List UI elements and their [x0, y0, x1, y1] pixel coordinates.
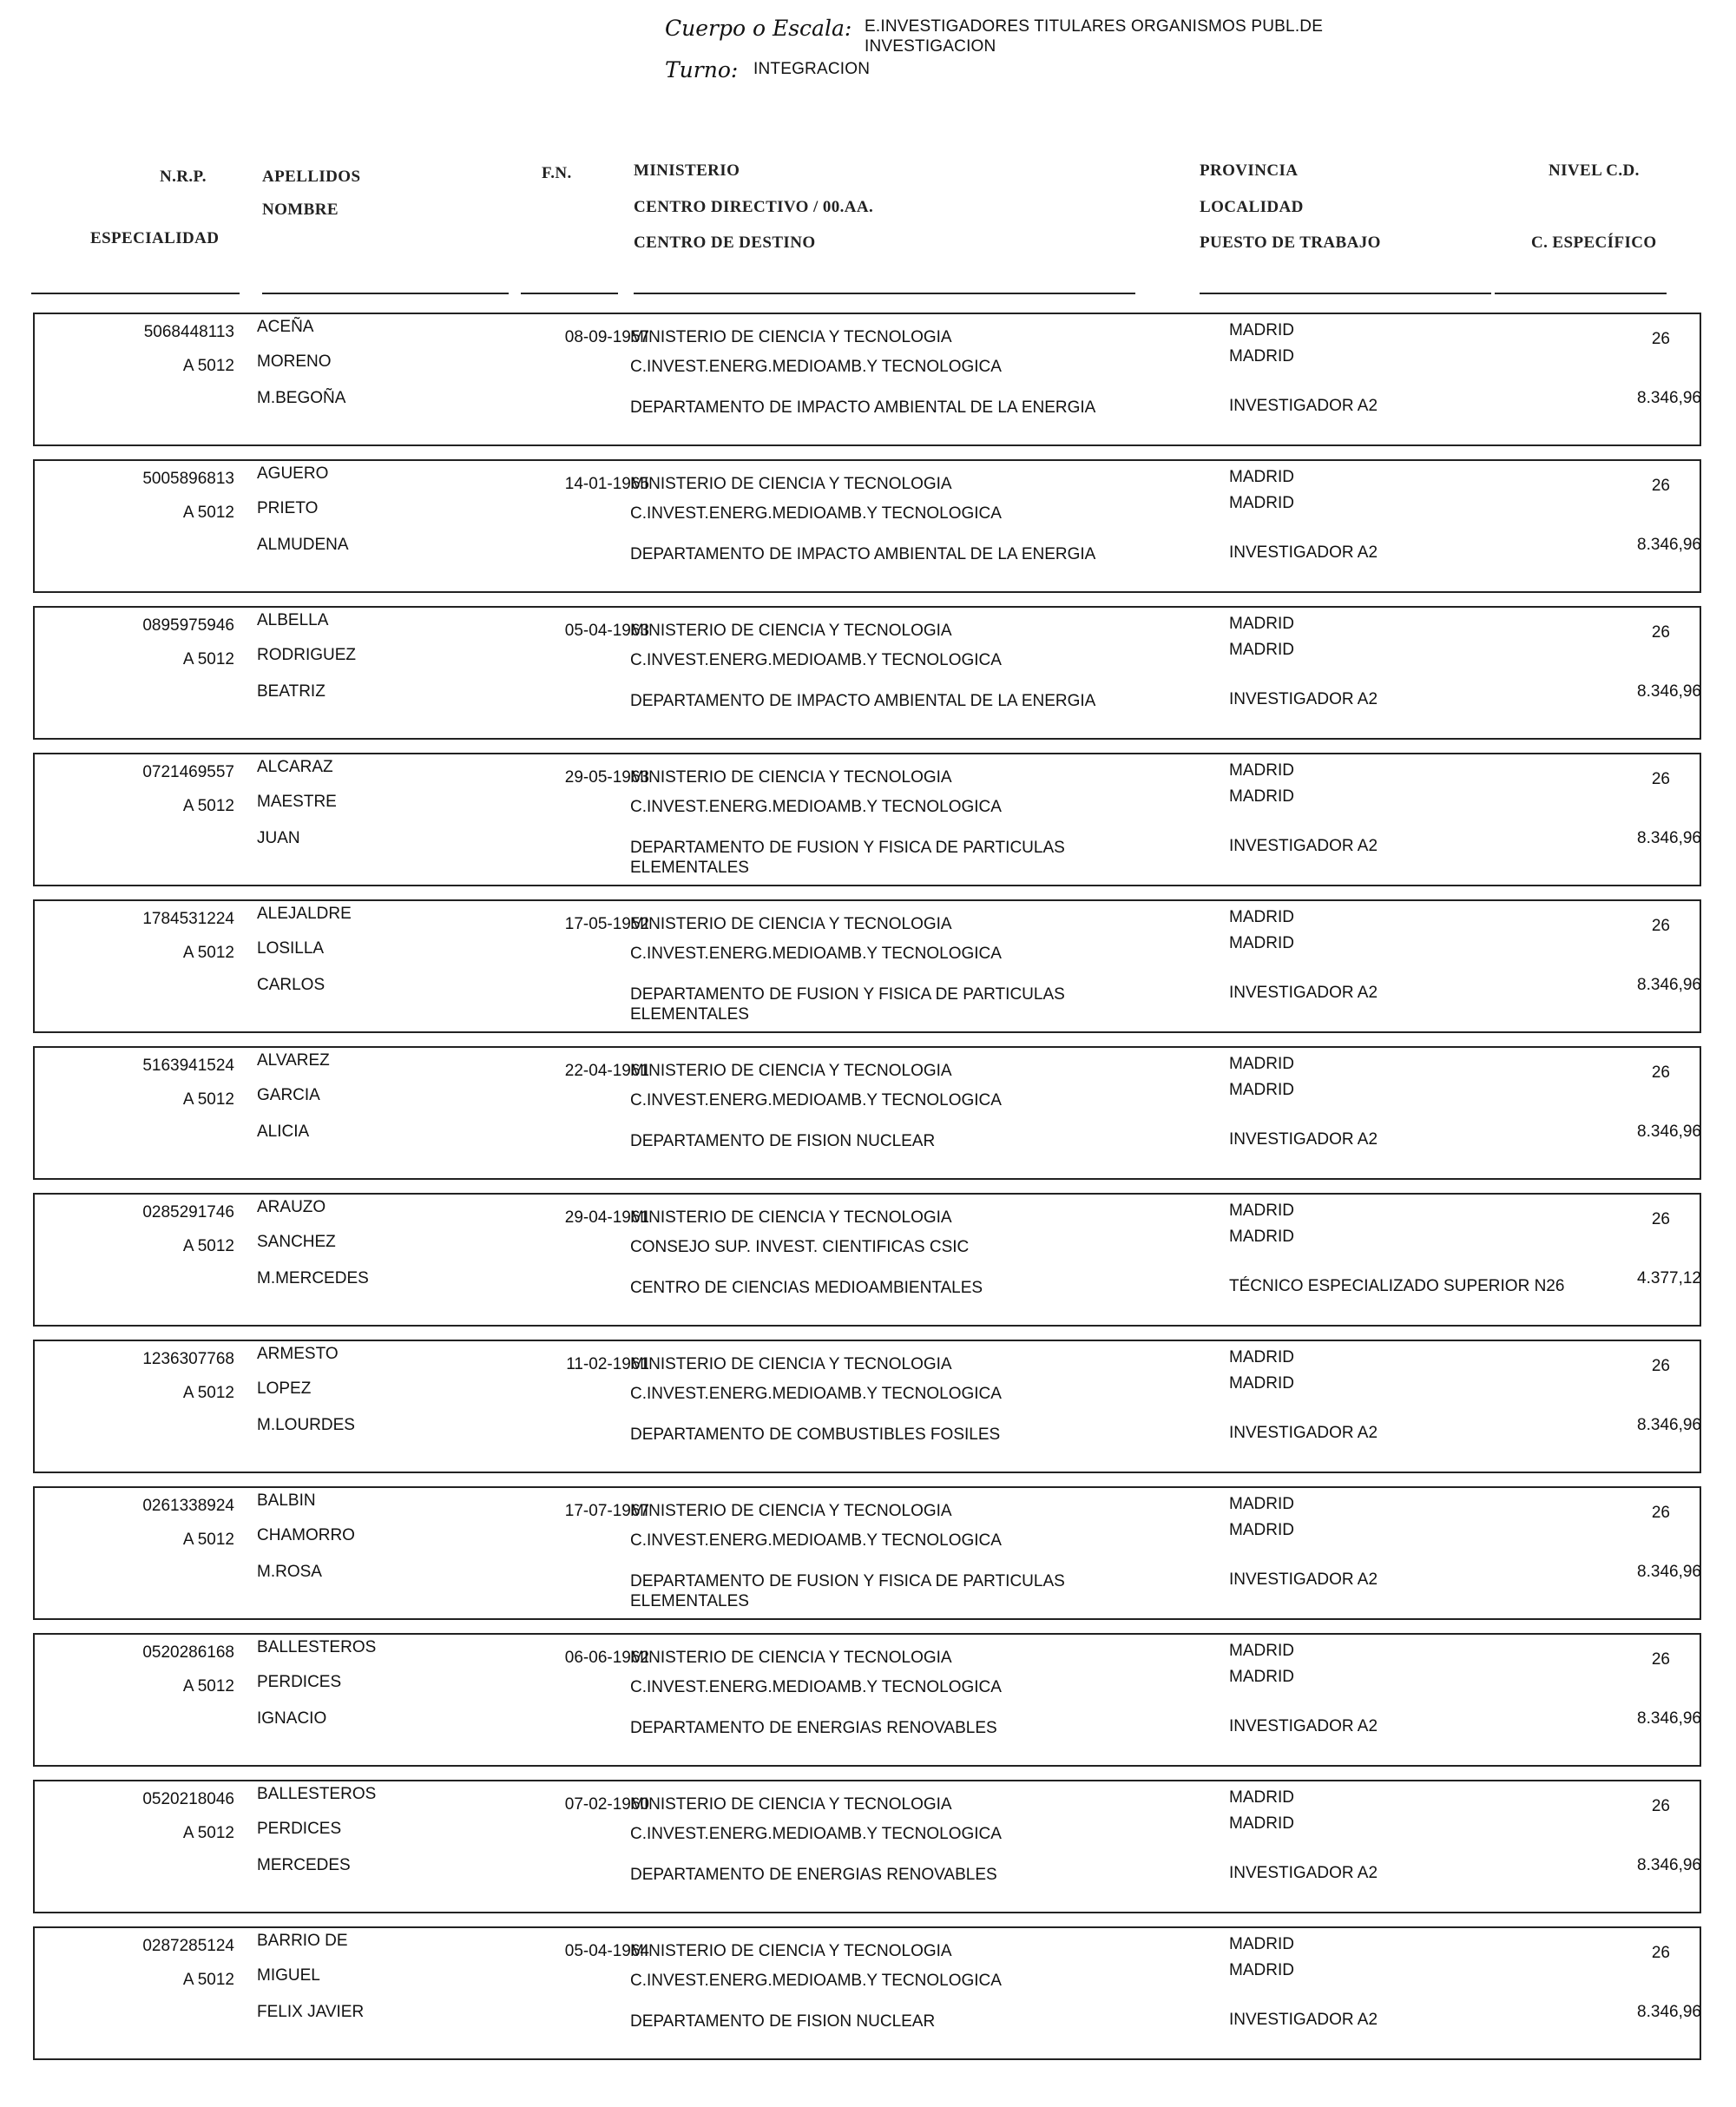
ministerio: MINISTERIO DE CIENCIA Y TECNOLOGIA: [630, 1355, 952, 1373]
header-underline: [1495, 293, 1667, 294]
centro-directivo: C.INVEST.ENERG.MEDIOAMB.Y TECNOLOGICA: [630, 1531, 1002, 1550]
c-especifico: 8.346,96: [1637, 1563, 1701, 1581]
provincia: MADRID: [1229, 1642, 1294, 1660]
header-underline: [1200, 293, 1491, 294]
apellido2: SANCHEZ: [257, 1233, 336, 1251]
localidad: MADRID: [1229, 1668, 1294, 1686]
centro-destino: DEPARTAMENTO DE FISION NUCLEAR: [630, 1132, 936, 1150]
header-underline: [262, 293, 509, 294]
centro-destino: DEPARTAMENTO DE IMPACTO AMBIENTAL DE LA ENERGIA: [630, 545, 1096, 563]
nombre: M.BEGOÑA: [257, 389, 346, 407]
fecha-nacimiento: 22-04-1961: [564, 1062, 649, 1080]
col-especialidad: ESPECIALIDAD: [90, 229, 220, 247]
record-row: [33, 753, 1701, 886]
nombre: MERCEDES: [257, 1856, 351, 1874]
c-especifico: 8.346,96: [1637, 1856, 1701, 1874]
cuerpo-value-line2: INVESTIGACION: [865, 37, 996, 56]
nrp: 0285291746: [142, 1203, 234, 1221]
nombre: M.ROSA: [257, 1563, 322, 1581]
provincia: MADRID: [1229, 1935, 1294, 1953]
centro-destino: DEPARTAMENTO DE IMPACTO AMBIENTAL DE LA ENERGIA: [630, 398, 1096, 417]
apellido1: ALEJALDRE: [257, 905, 352, 923]
especialidad: A 5012: [182, 357, 234, 375]
ministerio: MINISTERIO DE CIENCIA Y TECNOLOGIA: [630, 475, 952, 493]
ministerio: MINISTERIO DE CIENCIA Y TECNOLOGIA: [630, 1062, 952, 1080]
nrp: 5163941524: [142, 1057, 234, 1075]
localidad: MADRID: [1229, 934, 1294, 952]
localidad: MADRID: [1229, 494, 1294, 512]
centro-destino: DEPARTAMENTO DE ENERGIAS RENOVABLES: [630, 1866, 997, 1884]
puesto-trabajo: TÉCNICO ESPECIALIZADO SUPERIOR N26: [1229, 1277, 1565, 1295]
nivel-cd: 26: [1651, 1210, 1670, 1228]
ministerio: MINISTERIO DE CIENCIA Y TECNOLOGIA: [630, 768, 952, 787]
puesto-trabajo: INVESTIGADOR A2: [1229, 1130, 1378, 1149]
apellido1: BALLESTEROS: [257, 1785, 377, 1803]
apellido2: GARCIA: [257, 1086, 320, 1104]
col-puesto: PUESTO DE TRABAJO: [1200, 234, 1381, 252]
nombre: M.MERCEDES: [257, 1269, 369, 1287]
c-especifico: 8.346,96: [1637, 1709, 1701, 1728]
apellido1: BALBIN: [257, 1491, 316, 1510]
centro-destino: DEPARTAMENTO DE FUSION Y FISICA DE PARTICULAS ELEMENTALES: [630, 985, 1065, 1024]
provincia: MADRID: [1229, 1348, 1294, 1366]
c-especifico: 4.377,12: [1637, 1269, 1701, 1287]
provincia: MADRID: [1229, 1788, 1294, 1807]
nrp: 0287285124: [142, 1937, 234, 1955]
provincia: MADRID: [1229, 1495, 1294, 1513]
col-fn: F.N.: [542, 164, 572, 182]
localidad: MADRID: [1229, 641, 1294, 659]
nivel-cd: 26: [1651, 1063, 1670, 1082]
document-title-block: [0, 0, 1736, 95]
centro-destino: DEPARTAMENTO DE FISION NUCLEAR: [630, 2012, 936, 2031]
record-row: [33, 1340, 1701, 1473]
c-especifico: 8.346,96: [1637, 1123, 1701, 1141]
turno-label: Turno:: [665, 57, 739, 82]
col-provincia: PROVINCIA: [1200, 161, 1299, 180]
fecha-nacimiento: 14-01-1965: [564, 475, 649, 493]
fecha-nacimiento: 08-09-1957: [564, 328, 649, 346]
ministerio: MINISTERIO DE CIENCIA Y TECNOLOGIA: [630, 1649, 952, 1667]
nombre: ALMUDENA: [257, 536, 349, 554]
apellido2: LOSILLA: [257, 939, 325, 958]
especialidad: A 5012: [182, 1237, 234, 1255]
header-underline: [31, 293, 240, 294]
nivel-cd: 26: [1651, 917, 1670, 935]
nrp: 1784531224: [142, 910, 234, 928]
record-row: [33, 899, 1701, 1033]
apellido1: ARAUZO: [257, 1198, 326, 1216]
ministerio: MINISTERIO DE CIENCIA Y TECNOLOGIA: [630, 1502, 952, 1520]
centro-destino: DEPARTAMENTO DE COMBUSTIBLES FOSILES: [630, 1426, 1001, 1444]
centro-directivo: C.INVEST.ENERG.MEDIOAMB.Y TECNOLOGICA: [630, 651, 1002, 669]
col-centro-directivo: CENTRO DIRECTIVO / 00.AA.: [634, 198, 874, 216]
localidad: MADRID: [1229, 1521, 1294, 1539]
apellido1: ALCARAZ: [257, 758, 333, 776]
col-especifico: C. ESPECÍFICO: [1531, 234, 1657, 252]
nivel-cd: 26: [1651, 770, 1670, 788]
especialidad: A 5012: [182, 1971, 234, 1989]
centro-destino: CENTRO DE CIENCIAS MEDIOAMBIENTALES: [630, 1279, 983, 1297]
nrp: 0520286168: [142, 1643, 234, 1662]
nrp: 0721469557: [142, 763, 234, 781]
col-nombre: NOMBRE: [262, 201, 339, 219]
c-especifico: 8.346,96: [1637, 976, 1701, 994]
ministerio: MINISTERIO DE CIENCIA Y TECNOLOGIA: [630, 915, 952, 933]
apellido1: ACEÑA: [257, 318, 314, 336]
ministerio: MINISTERIO DE CIENCIA Y TECNOLOGIA: [630, 328, 952, 346]
nivel-cd: 26: [1651, 1797, 1670, 1815]
fecha-nacimiento: 17-05-1952: [564, 915, 649, 933]
centro-directivo: C.INVEST.ENERG.MEDIOAMB.Y TECNOLOGICA: [630, 1972, 1002, 1990]
nrp: 5068448113: [143, 323, 234, 341]
fecha-nacimiento: 05-04-1963: [564, 622, 649, 640]
nrp: 0520218046: [142, 1790, 234, 1808]
c-especifico: 8.346,96: [1637, 682, 1701, 701]
nivel-cd: 26: [1651, 623, 1670, 642]
fecha-nacimiento: 07-02-1960: [564, 1795, 649, 1814]
puesto-trabajo: INVESTIGADOR A2: [1229, 984, 1378, 1002]
centro-directivo: C.INVEST.ENERG.MEDIOAMB.Y TECNOLOGICA: [630, 945, 1002, 963]
record-row: [33, 459, 1701, 593]
especialidad: A 5012: [182, 650, 234, 668]
apellido2: PERDICES: [257, 1820, 342, 1838]
puesto-trabajo: INVESTIGADOR A2: [1229, 2011, 1378, 2029]
provincia: MADRID: [1229, 1055, 1294, 1073]
centro-directivo: C.INVEST.ENERG.MEDIOAMB.Y TECNOLOGICA: [630, 1091, 1002, 1109]
apellido2: MORENO: [257, 352, 332, 371]
fecha-nacimiento: 29-04-1961: [564, 1208, 649, 1227]
puesto-trabajo: INVESTIGADOR A2: [1229, 837, 1378, 855]
nivel-cd: 26: [1651, 330, 1670, 348]
c-especifico: 8.346,96: [1637, 1416, 1701, 1434]
turno-value: INTEGRACION: [753, 60, 871, 78]
c-especifico: 8.346,96: [1637, 2003, 1701, 2021]
c-especifico: 8.346,96: [1637, 389, 1701, 407]
apellido1: BALLESTEROS: [257, 1638, 377, 1656]
especialidad: A 5012: [182, 1090, 234, 1109]
localidad: MADRID: [1229, 787, 1294, 806]
apellido1: ALVAREZ: [257, 1051, 330, 1070]
provincia: MADRID: [1229, 761, 1294, 780]
provincia: MADRID: [1229, 1202, 1294, 1220]
centro-directivo: C.INVEST.ENERG.MEDIOAMB.Y TECNOLOGICA: [630, 1385, 1002, 1403]
nombre: IGNACIO: [257, 1709, 327, 1728]
nrp: 1236307768: [142, 1350, 234, 1368]
localidad: MADRID: [1229, 1814, 1294, 1833]
apellido2: PERDICES: [257, 1673, 342, 1691]
nrp: 0895975946: [142, 616, 234, 635]
nrp: 5005896813: [142, 470, 234, 488]
record-row: [33, 1633, 1701, 1767]
provincia: MADRID: [1229, 468, 1294, 486]
ministerio: MINISTERIO DE CIENCIA Y TECNOLOGIA: [630, 1208, 952, 1227]
puesto-trabajo: INVESTIGADOR A2: [1229, 543, 1378, 562]
especialidad: A 5012: [182, 797, 234, 815]
especialidad: A 5012: [182, 1384, 234, 1402]
record-row: [33, 1193, 1701, 1327]
puesto-trabajo: INVESTIGADOR A2: [1229, 690, 1378, 708]
nombre: FELIX JAVIER: [257, 2003, 365, 2021]
especialidad: A 5012: [182, 1677, 234, 1695]
col-apellidos: APELLIDOS: [262, 168, 361, 186]
col-nivel: NIVEL C.D.: [1549, 161, 1640, 180]
nivel-cd: 26: [1651, 477, 1670, 495]
centro-destino: DEPARTAMENTO DE IMPACTO AMBIENTAL DE LA ENERGIA: [630, 692, 1096, 710]
record-row: [33, 1780, 1701, 1913]
centro-directivo: C.INVEST.ENERG.MEDIOAMB.Y TECNOLOGICA: [630, 358, 1002, 376]
nivel-cd: 26: [1651, 1357, 1670, 1375]
nombre: ALICIA: [257, 1123, 310, 1141]
centro-destino: DEPARTAMENTO DE FUSION Y FISICA DE PARTICULAS ELEMENTALES: [630, 839, 1065, 877]
localidad: MADRID: [1229, 1228, 1294, 1246]
apellido1: AGUERO: [257, 464, 329, 483]
record-row: [33, 606, 1701, 740]
apellido2: MIGUEL: [257, 1966, 320, 1985]
fecha-nacimiento: 05-04-1964: [564, 1942, 649, 1960]
ministerio: MINISTERIO DE CIENCIA Y TECNOLOGIA: [630, 622, 952, 640]
puesto-trabajo: INVESTIGADOR A2: [1229, 397, 1378, 415]
cuerpo-label: Cuerpo o Escala:: [665, 16, 852, 41]
col-nrp: N.R.P.: [160, 168, 207, 186]
c-especifico: 8.346,96: [1637, 536, 1701, 554]
centro-destino: DEPARTAMENTO DE FUSION Y FISICA DE PARTICULAS ELEMENTALES: [630, 1572, 1065, 1610]
header-underline: [521, 293, 618, 294]
fecha-nacimiento: 29-05-1963: [564, 768, 649, 787]
record-row: [33, 1486, 1701, 1620]
fecha-nacimiento: 11-02-1961: [566, 1355, 649, 1373]
apellido2: RODRIGUEZ: [257, 646, 356, 664]
fecha-nacimiento: 17-07-1967: [564, 1502, 649, 1520]
fecha-nacimiento: 06-06-1962: [564, 1649, 649, 1667]
apellido1: ALBELLA: [257, 611, 329, 629]
header-underline: [634, 293, 1135, 294]
c-especifico: 8.346,96: [1637, 829, 1701, 847]
record-row: [33, 1926, 1701, 2060]
especialidad: A 5012: [182, 1824, 234, 1842]
col-centro-destino: CENTRO DE DESTINO: [634, 234, 816, 252]
ministerio: MINISTERIO DE CIENCIA Y TECNOLOGIA: [630, 1942, 952, 1960]
ministerio: MINISTERIO DE CIENCIA Y TECNOLOGIA: [630, 1795, 952, 1814]
especialidad: A 5012: [182, 1531, 234, 1549]
puesto-trabajo: INVESTIGADOR A2: [1229, 1424, 1378, 1442]
record-row: [33, 313, 1701, 446]
centro-directivo: C.INVEST.ENERG.MEDIOAMB.Y TECNOLOGICA: [630, 1678, 1002, 1696]
nombre: BEATRIZ: [257, 682, 326, 701]
centro-directivo: C.INVEST.ENERG.MEDIOAMB.Y TECNOLOGICA: [630, 798, 1002, 816]
provincia: MADRID: [1229, 908, 1294, 926]
record-row: [33, 1046, 1701, 1180]
cuerpo-value-line1: E.INVESTIGADORES TITULARES ORGANISMOS PUBL.DE: [865, 17, 1324, 36]
provincia: MADRID: [1229, 321, 1294, 339]
apellido2: CHAMORRO: [257, 1526, 355, 1544]
localidad: MADRID: [1229, 1374, 1294, 1393]
provincia: MADRID: [1229, 615, 1294, 633]
apellido2: LOPEZ: [257, 1379, 312, 1398]
nivel-cd: 26: [1651, 1944, 1670, 1962]
puesto-trabajo: INVESTIGADOR A2: [1229, 1570, 1378, 1589]
apellido2: PRIETO: [257, 499, 319, 517]
especialidad: A 5012: [182, 504, 234, 522]
apellido2: MAESTRE: [257, 793, 337, 811]
centro-directivo: CONSEJO SUP. INVEST. CIENTIFICAS CSIC: [630, 1238, 970, 1256]
centro-directivo: C.INVEST.ENERG.MEDIOAMB.Y TECNOLOGICA: [630, 1825, 1002, 1843]
especialidad: A 5012: [182, 944, 234, 962]
localidad: MADRID: [1229, 1961, 1294, 1979]
centro-destino: DEPARTAMENTO DE ENERGIAS RENOVABLES: [630, 1719, 997, 1737]
localidad: MADRID: [1229, 347, 1294, 365]
apellido1: ARMESTO: [257, 1345, 339, 1363]
centro-directivo: C.INVEST.ENERG.MEDIOAMB.Y TECNOLOGICA: [630, 504, 1002, 523]
col-ministerio: MINISTERIO: [634, 161, 740, 180]
localidad: MADRID: [1229, 1081, 1294, 1099]
apellido1: BARRIO DE: [257, 1932, 348, 1950]
puesto-trabajo: INVESTIGADOR A2: [1229, 1717, 1378, 1735]
nrp: 0261338924: [142, 1497, 234, 1515]
puesto-trabajo: INVESTIGADOR A2: [1229, 1864, 1378, 1882]
nombre: M.LOURDES: [257, 1416, 355, 1434]
col-localidad: LOCALIDAD: [1200, 198, 1304, 216]
nivel-cd: 26: [1651, 1504, 1670, 1522]
nivel-cd: 26: [1651, 1650, 1670, 1669]
nombre: CARLOS: [257, 976, 326, 994]
nombre: JUAN: [257, 829, 300, 847]
